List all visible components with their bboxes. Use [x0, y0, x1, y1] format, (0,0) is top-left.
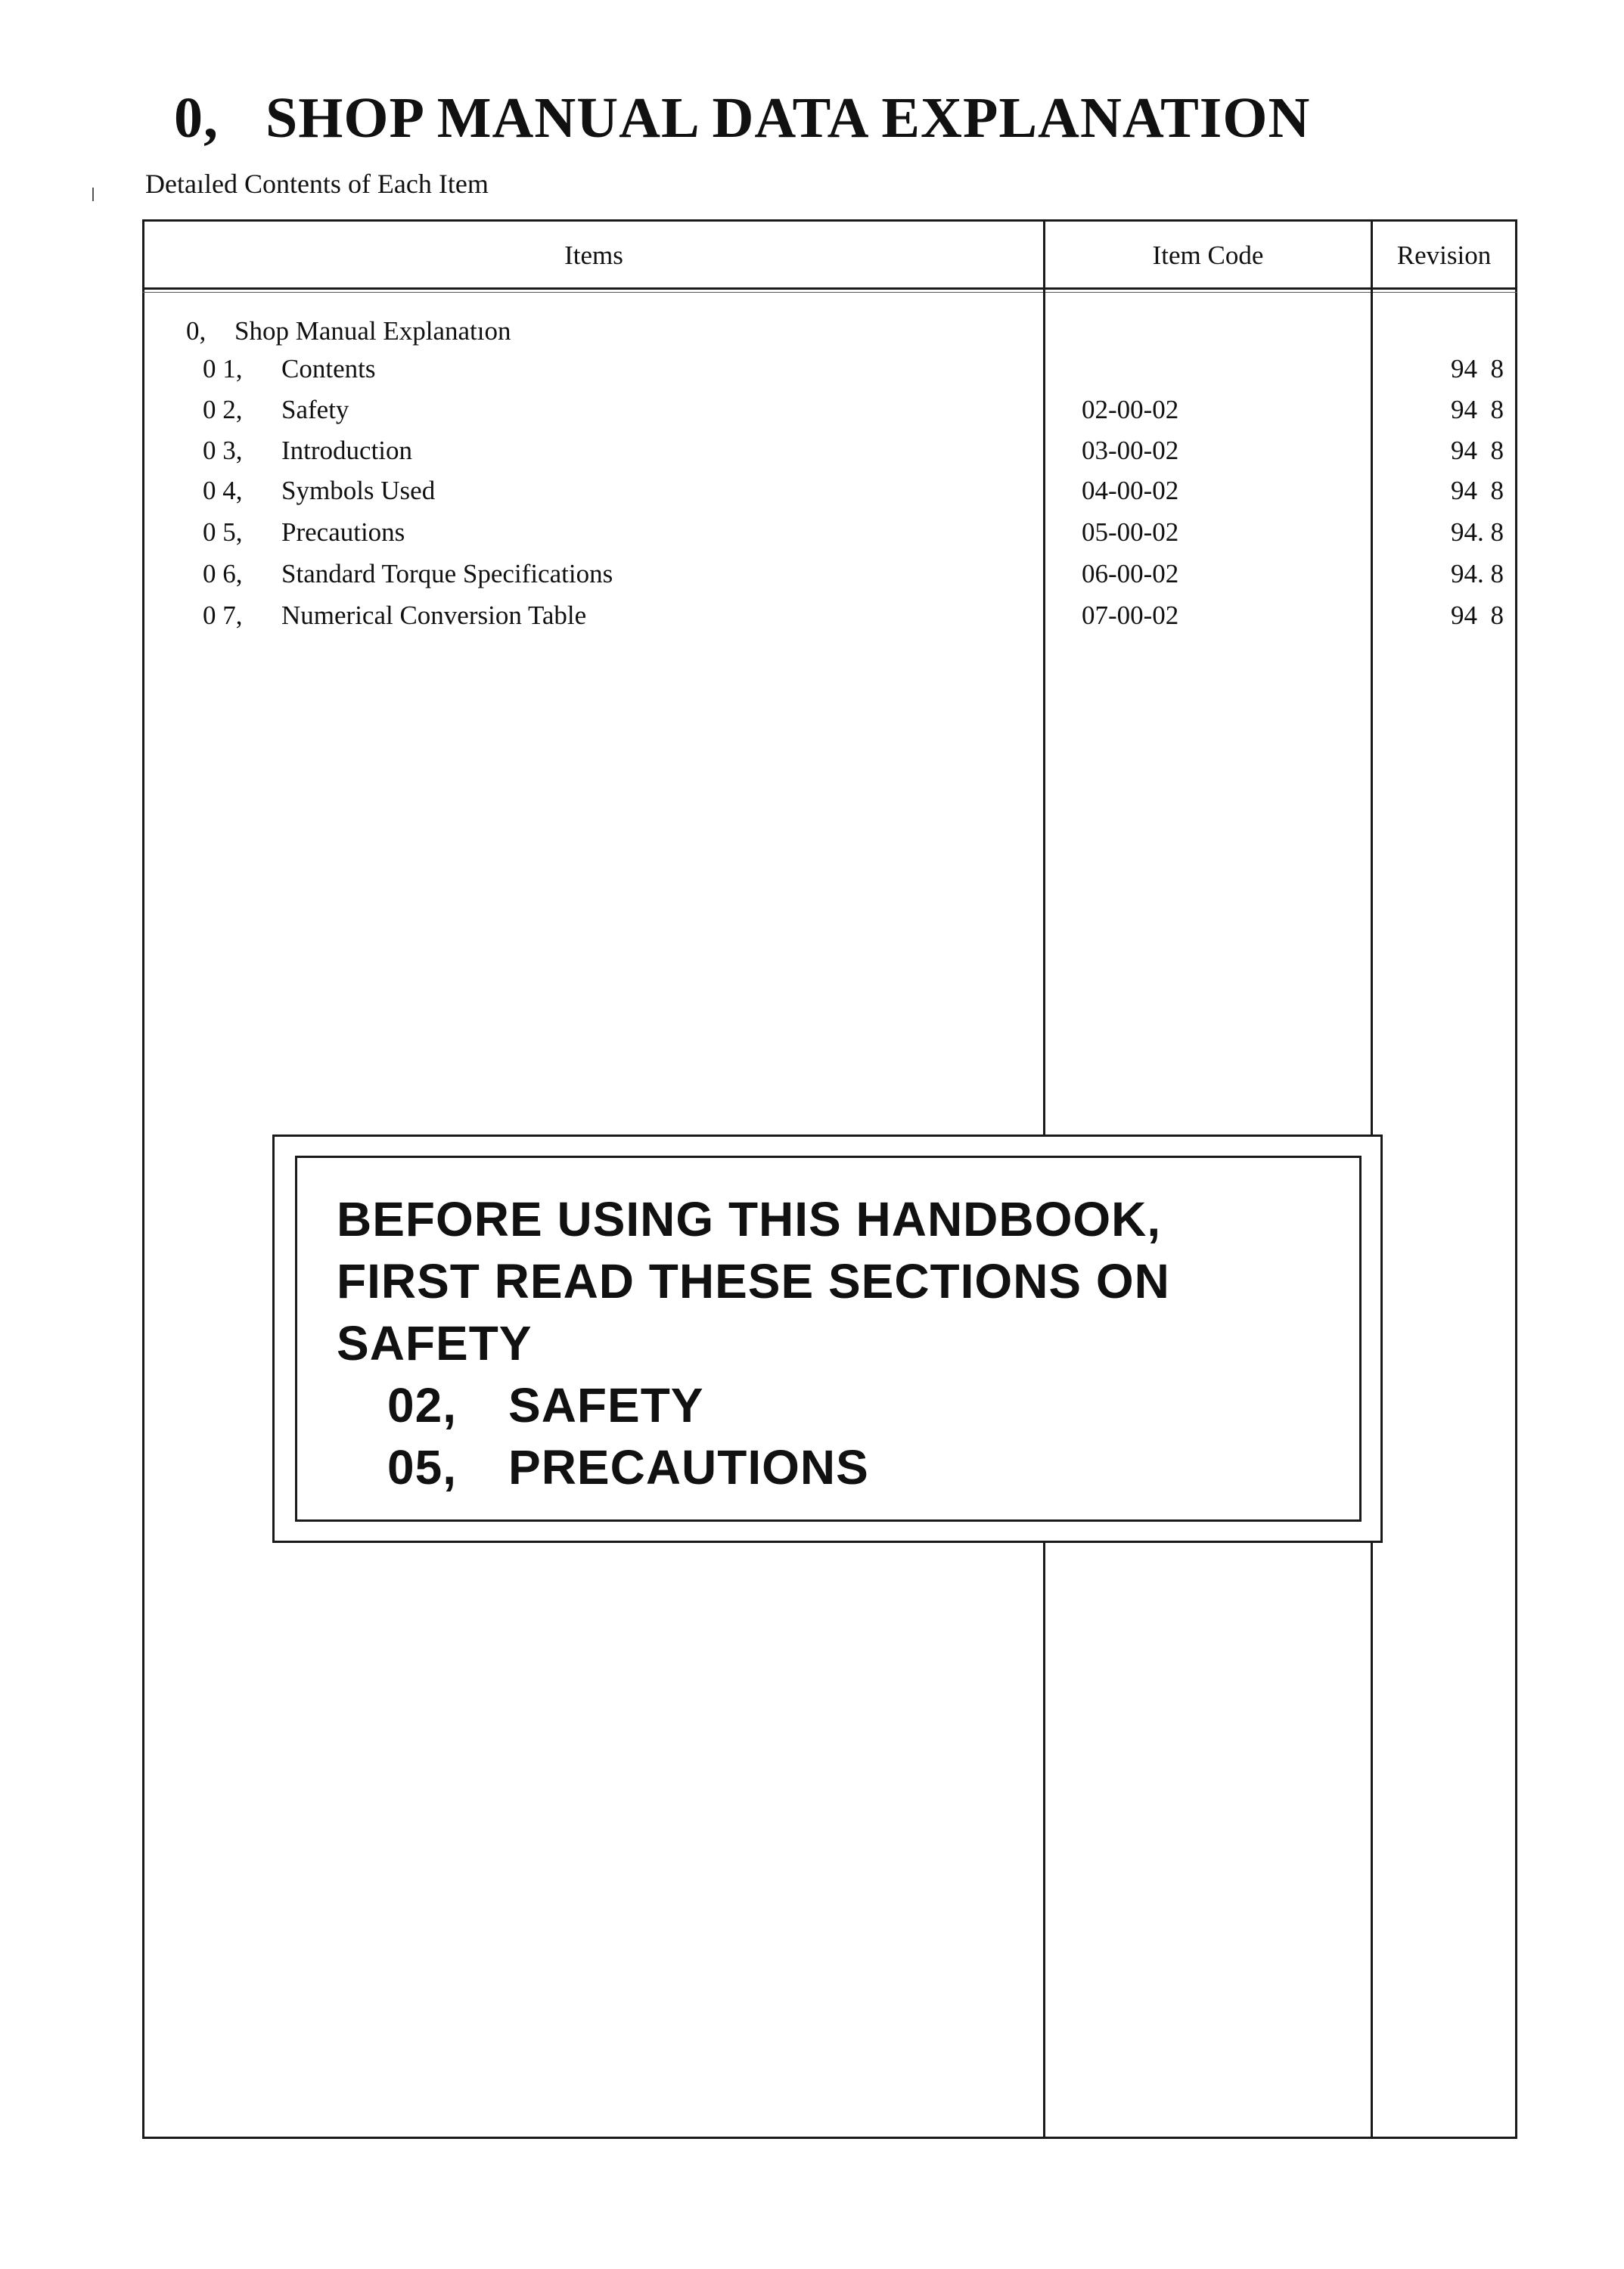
row-item-code: 07-00-02 — [1082, 601, 1179, 630]
row-item-code: 04-00-02 — [1082, 476, 1179, 505]
column-header-revision: Revision — [1396, 241, 1492, 270]
row-number: 0 1, — [203, 354, 243, 383]
notice-line: SAFETY — [337, 1316, 533, 1370]
table-row — [0, 354, 1624, 384]
row-item-code: 03-00-02 — [1082, 436, 1179, 465]
row-number: 0 3, — [203, 436, 243, 465]
row-revision: 94 8 — [1451, 436, 1504, 465]
row-revision: 94 8 — [1451, 601, 1504, 630]
table-row — [0, 476, 1624, 506]
row-number: 0 2, — [203, 395, 243, 424]
row-label: Safety — [281, 395, 349, 424]
row-item-code: 02-00-02 — [1082, 395, 1179, 424]
section-heading — [186, 318, 511, 344]
row-number: 0 4, — [203, 476, 243, 505]
row-number: 0 7, — [203, 601, 243, 630]
row-label: Numerical Conversion Table — [281, 601, 587, 630]
scan-mark — [92, 188, 94, 201]
row-number: 0 5, — [203, 517, 243, 547]
header-divider-double — [142, 292, 1517, 293]
table-row — [0, 395, 1624, 425]
table-row — [0, 601, 1624, 631]
page-title-number: 0, — [174, 86, 219, 150]
column-header-item-code: Item Code — [1152, 241, 1264, 270]
header-divider — [142, 287, 1517, 290]
row-revision: 94 8 — [1451, 476, 1504, 505]
table-row — [0, 436, 1624, 466]
row-revision: 94 8 — [1451, 354, 1504, 383]
row-label: Standard Torque Specifications — [281, 559, 613, 588]
row-revision: 94. 8 — [1451, 559, 1504, 588]
notice-section-label: SAFETY — [508, 1378, 704, 1432]
page-title — [174, 86, 1311, 150]
row-label: Symbols Used — [281, 476, 436, 505]
notice-section-reference — [387, 1378, 704, 1432]
section-label: Shop Manual Explanatıon — [234, 316, 511, 346]
notice-section-label: PRECAUTIONS — [508, 1440, 869, 1495]
row-revision: 94. 8 — [1451, 517, 1504, 547]
row-label: Introduction — [281, 436, 413, 465]
table-row — [0, 559, 1624, 589]
row-item-code: 05-00-02 — [1082, 517, 1179, 547]
row-label: Contents — [281, 354, 376, 383]
row-number: 0 6, — [203, 559, 243, 588]
column-header-items: Items — [564, 241, 623, 270]
row-revision: 94 8 — [1451, 395, 1504, 424]
page-subtitle: Detaıled Contents of Each Item — [145, 169, 489, 199]
notice-section-number: 05, — [387, 1440, 457, 1495]
section-number: 0, — [186, 316, 206, 346]
row-label: Precautions — [281, 517, 405, 547]
row-item-code: 06-00-02 — [1082, 559, 1179, 588]
notice-section-number: 02, — [387, 1378, 457, 1432]
notice-line: BEFORE USING THIS HANDBOOK, — [337, 1192, 1162, 1246]
table-row — [0, 517, 1624, 548]
notice-section-reference — [387, 1440, 869, 1495]
notice-line: FIRST READ THESE SECTIONS ON — [337, 1254, 1170, 1308]
page-title-text: SHOP MANUAL DATA EXPLANATION — [265, 86, 1311, 150]
